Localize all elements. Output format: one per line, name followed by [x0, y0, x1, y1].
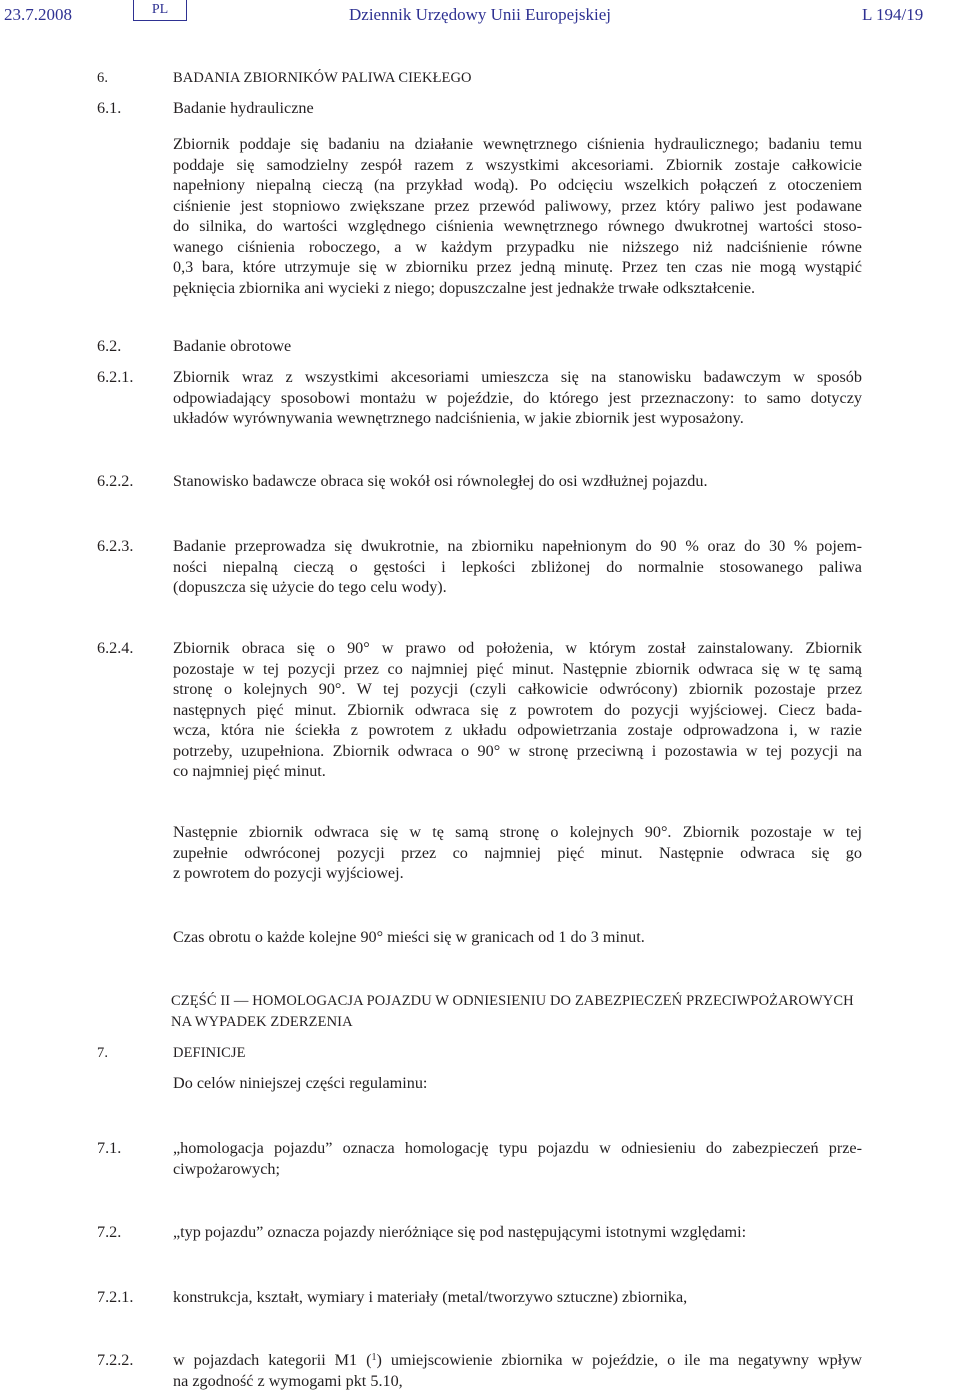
footnote-reference[interactable]: 1 — [371, 1352, 377, 1363]
section-7-2-1-number: 7.2.1. — [97, 1288, 134, 1306]
text-line: potrzeby, uzupełniona. Zbiornik odwraca o 90° w stronę przeciwną i pozostawia w tej pozycji na — [173, 741, 862, 760]
text-line: co najmniej pięć minut. — [173, 762, 326, 780]
part-2-heading-line-1: CZĘŚĆ II — HOMOLOGACJA POJAZDU W ODNIESIENIU DO ZABEZPIECZEŃ PRZECIWPOŻAROWYCH — [171, 993, 854, 1009]
text-line: poddaje się samodzielny zespół razem z wszystkimi akcesoriami. Zbiornik zostaje całkowicie — [173, 155, 862, 174]
section-6-2-2-number: 6.2.2. — [97, 472, 134, 490]
section-7-2-paragraph — [173, 1222, 862, 1243]
section-7-1-paragraph — [173, 1138, 862, 1179]
text-line: ciwpożarowych; — [173, 1159, 280, 1178]
text-fragment: ) umiejscowienie zbiornika w pojeździe, o ile ma negatywny wpływ — [376, 1351, 862, 1369]
text-line: pęknięcia zbiornika ani wycieki z niego; dopuszczalne jest jednakże trwałe odkształcenie. — [173, 278, 756, 297]
text-line: wanego ciśnienia roboczego, a w każdym przypadku nie niższego niż nadciśnienie równe — [173, 237, 862, 256]
text-line: Badanie przeprowadza się dwukrotnie, na zbiorniku napełnionym do 90 % oraz do 30 % pojem- — [173, 537, 862, 555]
section-6-title: BADANIA ZBIORNIKÓW PALIWA CIEKŁEGO — [173, 70, 472, 86]
next-rotation-paragraph — [173, 822, 862, 884]
part-2-heading-line-2: NA WYPADEK ZDERZENIA — [171, 1014, 353, 1030]
text-line: ciśnienie jest stopniowo zwiększane przez przewód paliwowy, przez który paliwo jest podawane — [173, 196, 862, 215]
text-line: napełniony niepalną cieczą (na przykład wodą). Po odcięciu wszelkich połączeń z otoczeniem — [173, 176, 862, 194]
section-7-2-2-paragraph — [173, 1350, 862, 1391]
section-7-intro: Do celów niniejszej części regulaminu: — [173, 1074, 428, 1092]
section-6-1-title: Badanie hydrauliczne — [173, 99, 314, 117]
section-7-2-number: 7.2. — [97, 1223, 122, 1241]
section-6-1-number: 6.1. — [97, 99, 122, 117]
section-6-number: 6. — [97, 70, 109, 86]
text-line: stronę o kolejnych 90°. W tej pozycji (czyli całkowicie odwrócony) zbiornik pozostaje przez — [173, 680, 862, 698]
text-line: wcza, która nie ściekła z powrotem z układu odpowietrzania zostaje odprowadzona i, w razie — [173, 721, 862, 739]
section-6-2-title: Badanie obrotowe — [173, 337, 292, 355]
text-line: Stanowisko badawcze obraca się wokół osi równoległej do osi wzdłużnej pojazdu. — [173, 472, 708, 490]
text-line: do silnika, do wartości względnego ciśnienia wewnętrznego równego dwukrotnej wartości stoso- — [173, 217, 862, 235]
section-6-2-3-number: 6.2.3. — [97, 537, 134, 555]
text-line: „homologacja pojazdu” oznacza homologację typu pojazdu w odniesieniu do zabezpieczeń prze- — [173, 1139, 862, 1157]
text-fragment: w pojazdach kategorii M1 ( — [173, 1351, 372, 1369]
text-line — [173, 1350, 862, 1371]
publication-date: 23.7.2008 — [4, 5, 72, 24]
section-6-2-2-paragraph — [173, 471, 862, 492]
section-6-2-4-paragraph — [173, 638, 862, 782]
text-line: Czas obrotu o każde kolejne 90° mieści się w granicach od 1 do 3 minut. — [173, 928, 645, 946]
text-line: Zbiornik poddaje się badaniu na działanie wewnętrznego ciśnienia hydraulicznego; badaniu temu — [173, 135, 862, 153]
section-7-title: DEFINICJE — [173, 1045, 246, 1061]
text-line: ności niepalną cieczą o gęstości i lepkości zbliżonej do normalnie stosowanego paliwa — [173, 557, 862, 576]
section-6-2-number: 6.2. — [97, 337, 122, 355]
section-6-2-1-number: 6.2.1. — [97, 368, 134, 386]
section-6-1-paragraph — [173, 134, 862, 298]
text-line: konstrukcja, kształt, wymiary i materiały (metal/tworzywo sztuczne) zbiornika, — [173, 1288, 688, 1306]
page-reference: L 194/19 — [862, 5, 924, 24]
section-7-number: 7. — [97, 1045, 109, 1061]
text-line: zupełnie odwróconej pozycji przez co najmniej pięć minut. Następnie odwraca się go — [173, 843, 862, 862]
text-line: „typ pojazdu” oznacza pojazdy nieróżniące się pod następującymi istotnymi względami: — [173, 1223, 747, 1241]
text-line: Zbiornik obraca się o 90° w prawo od położenia, w którym został zainstalowany. Zbiornik — [173, 639, 862, 657]
journal-title: Dziennik Urzędowy Unii Europejskiej — [349, 5, 612, 24]
text-line: układów wyrównywania wewnętrznego nadciśnienia, w jakie zbiornik jest wyposażony. — [173, 409, 744, 427]
section-7-2-2-number: 7.2.2. — [97, 1351, 134, 1369]
section-6-2-4-number: 6.2.4. — [97, 639, 134, 657]
language-badge: PL — [133, 0, 187, 21]
section-6-2-3-paragraph — [173, 536, 862, 598]
text-line: Następnie zbiornik odwraca się w tę samą stronę o kolejnych 90°. Zbiornik pozostaje w tej — [173, 823, 862, 841]
text-line: 0,3 bara, które utrzymuje się w zbiorniku przez jedną minutę. Przez ten czas nie mogą wystąpić — [173, 258, 862, 276]
rotation-time-paragraph — [173, 927, 862, 948]
text-line: pozostaje w tej pozycji przez co najmniej pięć minut. Następnie zbiornik odwraca się w tę samą — [173, 659, 862, 678]
section-6-2-1-paragraph — [173, 367, 862, 429]
text-line: odpowiadający sposobowi montażu w pojeździe, do którego jest przeznaczony: to samo dotyczy — [173, 388, 862, 407]
section-7-2-1-paragraph — [173, 1287, 862, 1308]
text-line: na zgodność z wymogami pkt 5.10, — [173, 1371, 403, 1390]
text-line: Zbiornik wraz z wszystkimi akcesoriami umieszcza się na stanowisku badawczym w sposób — [173, 368, 862, 386]
text-line: z powrotem do pozycji wyjściowej. — [173, 864, 404, 882]
text-line: (dopuszcza się użycie do tego celu wody). — [173, 578, 447, 596]
section-7-1-number: 7.1. — [97, 1139, 122, 1157]
text-line: następnych pięć minut. Zbiornik odwraca się z powrotem do pozycji wyjściowej. Ciecz bada- — [173, 700, 862, 719]
